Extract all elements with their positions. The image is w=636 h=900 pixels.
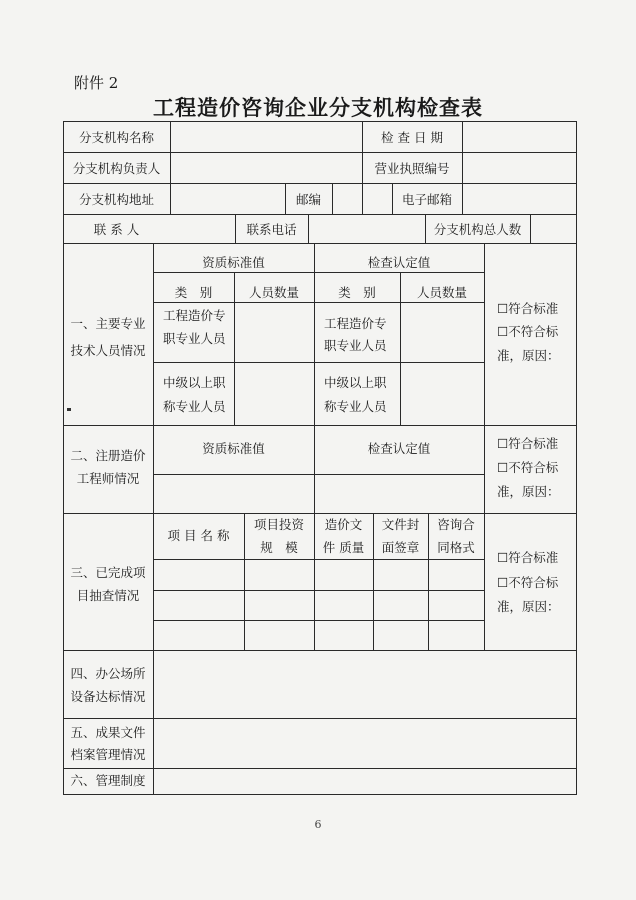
label-email: 电子邮箱 xyxy=(401,192,452,207)
sec3-col-scale: 项目投资 xyxy=(253,517,304,532)
row-divider xyxy=(63,243,577,244)
sec1-result-ok[interactable]: ☐符合标准 xyxy=(497,301,559,316)
row-divider xyxy=(63,425,577,426)
table-border xyxy=(63,121,577,122)
sec2-result-reason: 准，原因： xyxy=(497,484,560,499)
col-divider xyxy=(530,214,531,243)
sec1-result-no[interactable]: ☐不符合标 xyxy=(497,324,559,339)
sec2-result-no[interactable]: ☐不符合标 xyxy=(497,460,559,475)
sec3-col-format: 同格式 xyxy=(437,540,475,555)
sec1-count: 人员数量 xyxy=(416,285,467,300)
sec1-std-header: 资质标准值 xyxy=(202,255,265,270)
sec3-col-quality: 件 质量 xyxy=(322,540,365,555)
sec4-label: 四、办公场所 xyxy=(70,666,146,681)
sec2-chk-header: 检查认定值 xyxy=(367,441,431,456)
sec1-row2-std: 中级以上职 xyxy=(163,375,226,390)
table-border xyxy=(63,794,577,795)
sec4-label: 设备达标情况 xyxy=(70,689,146,704)
label-branch-address: 分支机构地址 xyxy=(78,192,154,207)
label-branch-name: 分支机构名称 xyxy=(78,130,154,145)
sec5-label: 五、成果文件 xyxy=(70,725,146,740)
page-number: 6 xyxy=(314,818,322,831)
sec1-label: 技术人员情况 xyxy=(70,343,146,358)
sec3-result-reason: 准，原因： xyxy=(497,599,560,614)
sec1-label: 一、主要专业 xyxy=(70,316,146,331)
sec1-result-reason: 准，原因： xyxy=(497,348,560,363)
row-divider xyxy=(153,590,484,591)
row-divider xyxy=(63,650,577,651)
label-phone: 联系电话 xyxy=(246,222,297,237)
sec3-col-format: 咨询合 xyxy=(437,517,475,532)
sec3-result-ok[interactable]: ☐符合标准 xyxy=(497,550,559,565)
table-border xyxy=(576,121,577,795)
sec3-label: 目抽查情况 xyxy=(76,588,140,603)
sec1-row1-std: 工程造价专 xyxy=(163,308,226,323)
row-divider xyxy=(153,620,484,621)
row-divider xyxy=(153,362,484,363)
sec3-col-scale: 规 模 xyxy=(260,540,298,555)
sec3-label: 三、已完成项 xyxy=(70,565,146,580)
row-divider xyxy=(153,559,484,560)
label-contact: 联 系 人 xyxy=(93,222,140,237)
label-total-staff: 分支机构总人数 xyxy=(433,222,522,237)
sec5-label: 档案管理情况 xyxy=(70,747,146,762)
label-license-no: 营业执照编号 xyxy=(374,161,450,176)
sec3-col-seal: 面签章 xyxy=(381,540,420,555)
sec1-row1-std: 职专业人员 xyxy=(163,331,226,346)
col-divider xyxy=(153,243,154,794)
row-divider xyxy=(63,183,577,184)
row-divider xyxy=(63,214,577,215)
label-check-date: 检 查 日 期 xyxy=(381,130,443,145)
sec1-row2-chk: 称专业人员 xyxy=(324,399,387,414)
row-divider xyxy=(153,474,484,475)
sec1-row1-chk: 工程造价专 xyxy=(324,316,387,331)
label-postcode: 邮编 xyxy=(295,192,321,207)
row-divider xyxy=(63,152,577,153)
sec1-row2-chk: 中级以上职 xyxy=(324,375,387,390)
sec2-std-header: 资质标准值 xyxy=(202,441,265,456)
col-divider xyxy=(484,243,485,650)
row-divider xyxy=(63,718,577,719)
sec1-row1-chk: 职专业人员 xyxy=(324,338,387,353)
ink-dot xyxy=(67,408,71,411)
sec2-label: 二、注册造价 xyxy=(70,448,146,463)
page-title: 工程造价咨询企业分支机构检查表 xyxy=(153,95,483,120)
sec1-count: 人员数量 xyxy=(248,285,299,300)
sec3-col-name: 项 目 名 称 xyxy=(167,528,230,543)
sec1-category: 类 别 xyxy=(174,285,213,300)
sec2-label: 工程师情况 xyxy=(76,471,140,486)
sec3-col-quality: 造价文 xyxy=(324,517,363,532)
col-divider xyxy=(462,121,463,214)
col-divider xyxy=(170,121,171,214)
sec6-label: 六、管理制度 xyxy=(70,773,146,788)
sec1-category: 类 别 xyxy=(338,285,376,300)
sec2-result-ok[interactable]: ☐符合标准 xyxy=(497,436,559,451)
attachment-label: 附件 2 xyxy=(74,74,119,92)
label-branch-head: 分支机构负责人 xyxy=(72,161,161,176)
col-divider xyxy=(308,214,309,243)
sec3-col-seal: 文件封 xyxy=(381,517,420,532)
row-divider xyxy=(63,768,577,769)
col-divider xyxy=(332,183,333,214)
sec1-chk-header: 检查认定值 xyxy=(367,255,431,270)
sec1-row2-std: 称专业人员 xyxy=(163,399,226,414)
sec3-result-no[interactable]: ☐不符合标 xyxy=(497,575,559,590)
